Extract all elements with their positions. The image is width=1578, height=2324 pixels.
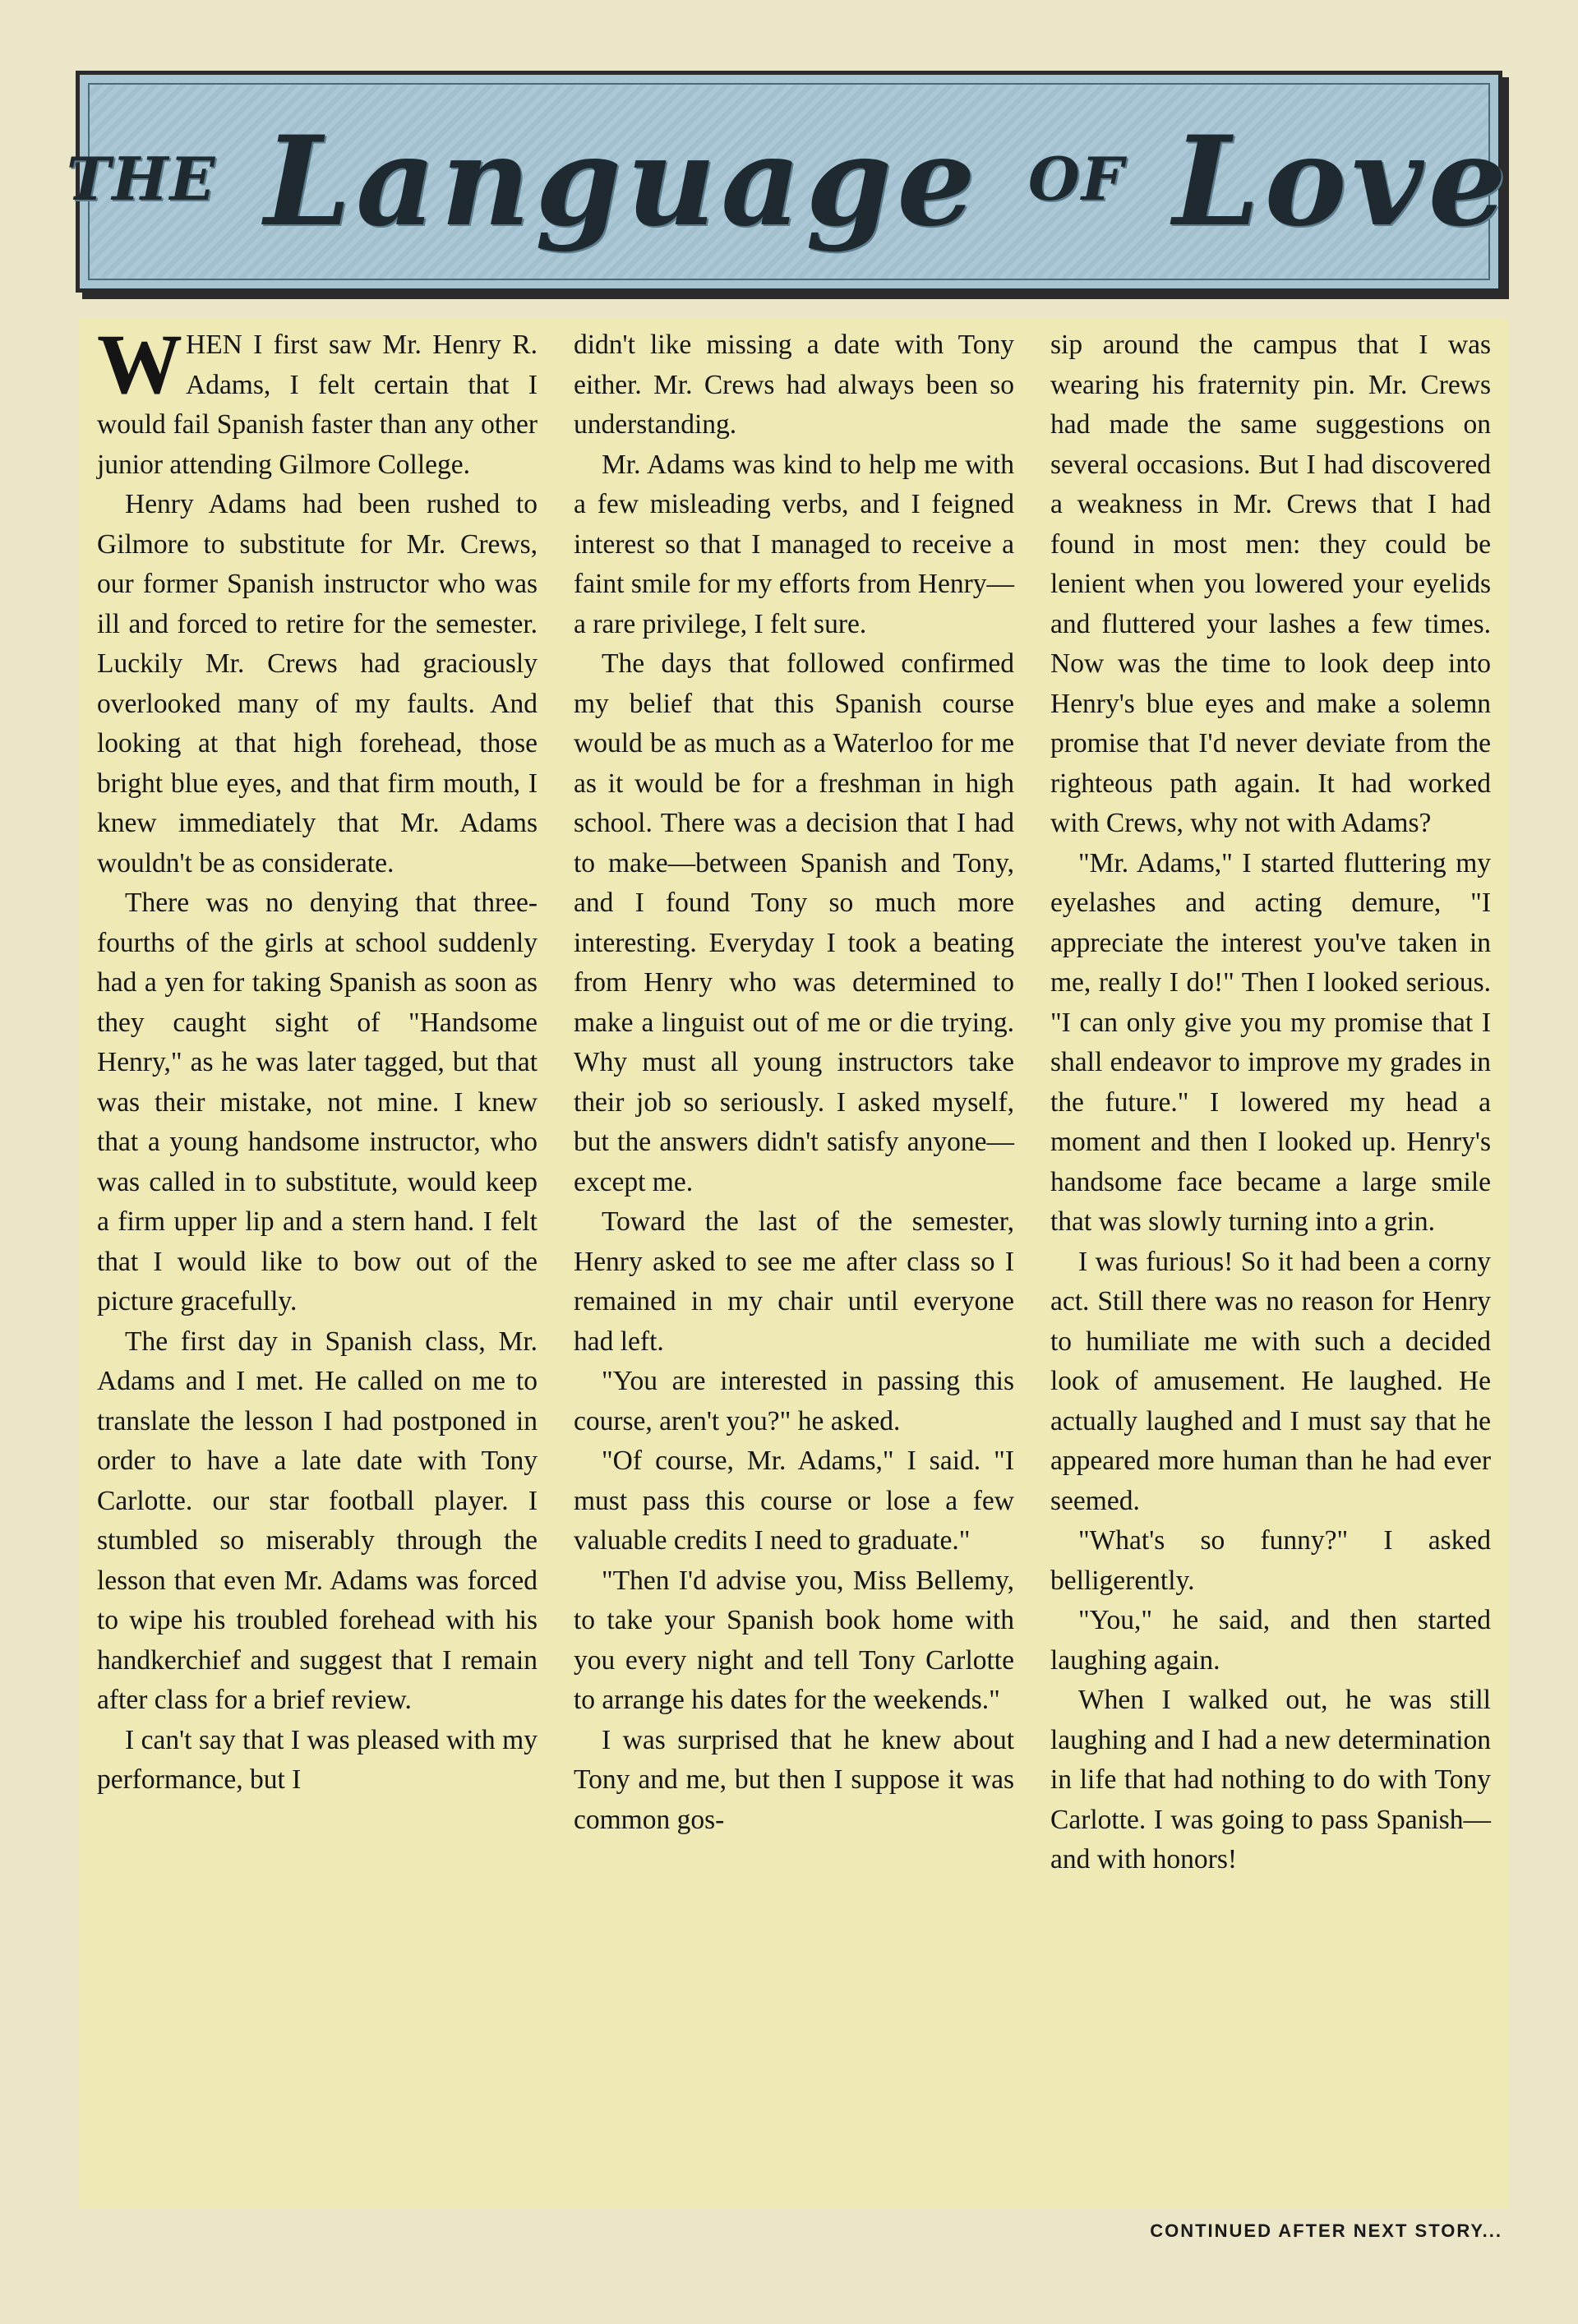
continued-note: CONTINUED AFTER NEXT STORY... [1150, 2220, 1502, 2241]
story-paragraph: "Of course, Mr. Adams," I said. "I must pass this course or lose a few valuable credits I need to graduate." [574, 1446, 1014, 1556]
story-paragraph: sip around the campus that I was wearing his fraternity pin. Mr. Crews had made the same suggestions on several occasions. But I had discovered a weakness in Mr. Crews that I had found in most men: they could be lenient when you lowered your eyelids and fluttered your lashes a few times. Now was the time to look deep into Henry's blue eyes and make a solemn promise that I'd never deviate from the righteous path again. It had worked with Crews, why not with Adams? [1050, 330, 1491, 838]
story-paragraph: Mr. Adams was kind to help me with a few misleading verbs, and I feigned interest so that I managed to receive a faint smile for my efforts from Henry—a rare privilege, I felt sure. [574, 449, 1014, 639]
story-paragraph: Toward the last of the semester, Henry asked to see me after class so I remained in my chair until everyone had left. [574, 1206, 1014, 1357]
drop-cap: W [97, 317, 182, 412]
story-text-area [79, 319, 1509, 2209]
story-title [67, 109, 1511, 254]
story-column-3 [1050, 325, 1491, 2209]
story-paragraph [97, 317, 538, 485]
story-paragraph: I was surprised that he knew about Tony and me, but then I suppose it was common gos- [574, 1724, 1014, 1835]
story-paragraph: The days that followed confirmed my belief that this Spanish course would be as much as a Waterloo for me as it would be for a freshman in high school. There was a decision that I had to make—between Spanish and Tony, and I found Tony so much more interesting. Everyday I took a beating from Henry who was determined to make a linguist out of me or die trying. Why must all young instructors take their job so seriously. I asked myself, but the answers didn't satisfy anyone— except me. [574, 648, 1014, 1197]
story-paragraph: I was furious! So it had been a corny act. Still there was no reason for Henry to humiliate me with such a decided look of amusement. He laughed. He actually laughed and I must say that he appeared more human than he had ever seemed. [1050, 1246, 1491, 1516]
title-word-language: Language [264, 109, 980, 254]
paragraph-text: HEN I first saw Mr. Henry R. Adams, I felt certain that I would fail Spanish faster than any other junior attending Gilmore College. [97, 330, 538, 480]
story-paragraph: "You are interested in passing this course, aren't you?" he asked. [574, 1366, 1014, 1436]
title-word-the: THE [66, 144, 217, 214]
story-paragraph: "You," he said, and then started laughing again. [1050, 1605, 1491, 1676]
title-word-love: Love [1173, 109, 1512, 254]
story-paragraph: "Then I'd advise you, Miss Bellemy, to take your Spanish book home with you every night and tell Tony Carlotte to arrange his dates for the weekends." [574, 1565, 1014, 1715]
story-paragraph: I can't say that I was pleased with my performance, but I [97, 1724, 538, 1795]
title-word-of: OF [1027, 144, 1125, 214]
story-paragraph: There was no denying that three-fourths of the girls at school suddenly had a yen for taking Spanish as soon as they caught sight of "Handsome Henry," as he was later tagged, but that was their mistake, not mine. I knew that a young handsome instructor, who was called in to substitute, would keep a firm upper lip and a stern hand. I felt that I would like to bow out of the picture gracefully. [97, 888, 538, 1316]
story-paragraph: "Mr. Adams," I started fluttering my eyelashes and acting demure, "I appreciate the interest you've taken in me, really I do!" Then I looked serious. "I can only give you my promise that I shall endeavor to improve my grades in the future." I lowered my head a moment and then I looked up. Henry's handsome face became a large smile that was slowly turning into a grin. [1050, 847, 1491, 1237]
story-column-2 [574, 325, 1014, 2209]
story-paragraph: "What's so funny?" I asked belligerently. [1050, 1525, 1491, 1596]
story-paragraph: didn't like missing a date with Tony either. Mr. Crews had always been so understanding. [574, 330, 1014, 440]
story-paragraph: The first day in Spanish class, Mr. Adams and I met. He called on me to translate the lesson I had postponed in order to have a late date with Tony Carlotte. our star football player. I stumbled so miserably through the lesson that even Mr. Adams was forced to wipe his troubled forehead with his handkerchief and suggest that I remain after class for a brief review. [97, 1326, 538, 1715]
story-column-1 [97, 317, 538, 2209]
story-paragraph: Henry Adams had been rushed to Gilmore to substitute for Mr. Crews, our former Spanish instructor who was ill and forced to retire for the semester. Luckily Mr. Crews had graciously overlooked many of my faults. And looking at that high forehead, those bright blue eyes, and that firm mouth, I knew immediately that Mr. Adams wouldn't be as considerate. [97, 489, 538, 878]
title-banner [66, 71, 1512, 293]
story-paragraph: When I walked out, he was still laughing and I had a new determination in life that had nothing to do with Tony Carlotte. I was going to pass Spanish—and with honors! [1050, 1685, 1491, 1874]
